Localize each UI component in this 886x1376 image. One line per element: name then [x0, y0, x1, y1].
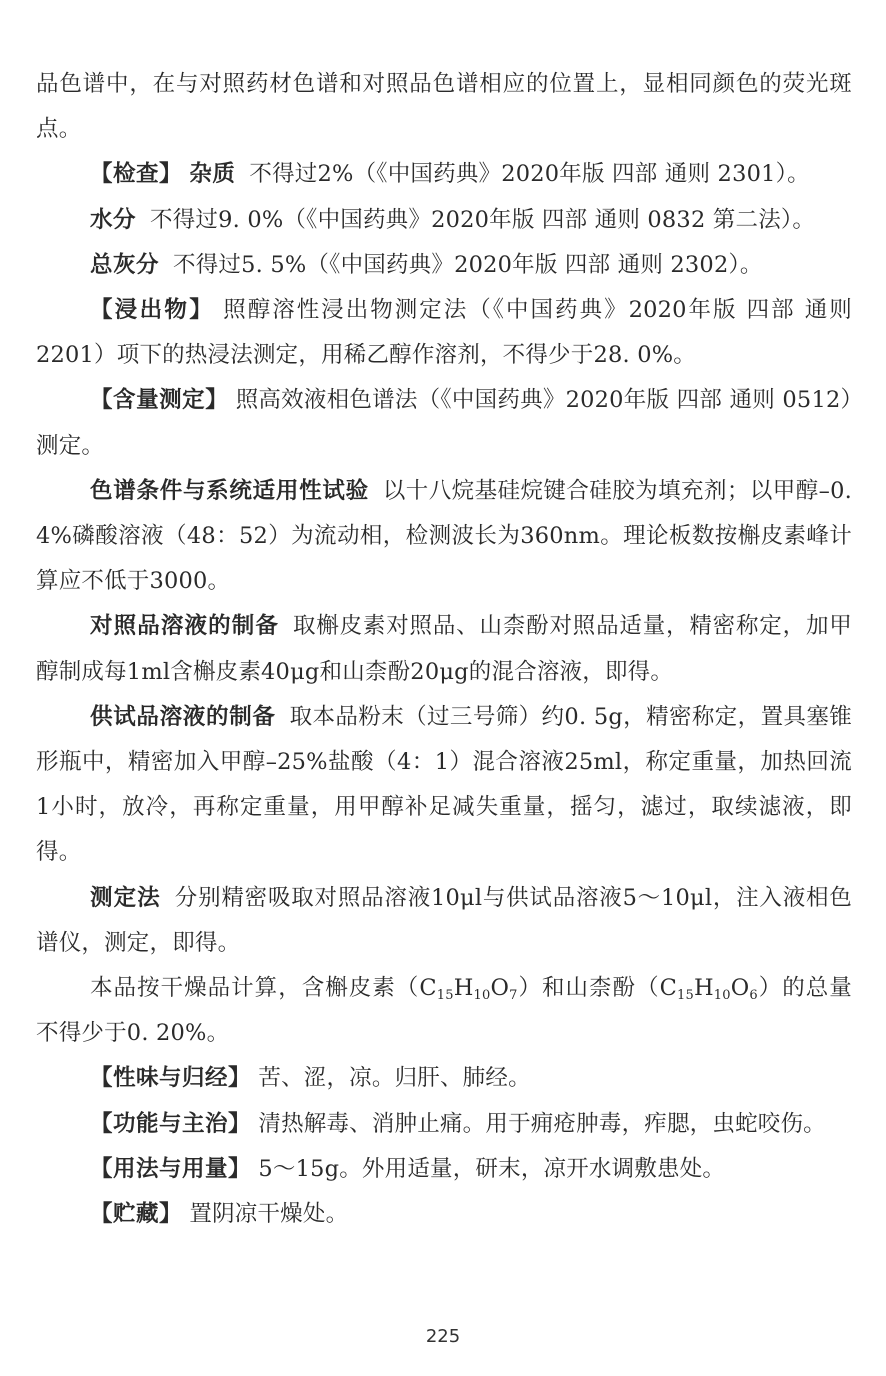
paragraph-check [36, 152, 852, 197]
formula-subscript: 10 [473, 988, 491, 1004]
method-text: 分别精密吸取对照品溶液10μl与供试品溶液5～10μl，注入液相色谱仪，测定，即得。 [36, 884, 852, 956]
formula-subscript: 10 [713, 988, 731, 1004]
content-text-2: H [453, 975, 474, 1002]
ash-heading: 总灰分 [90, 251, 160, 278]
ash-text: 不得过5. 5%（《中国药典》2020年版 四部 通则 2302）。 [173, 251, 763, 278]
paragraph-reference-solution [36, 604, 852, 694]
content-text-5: H [693, 975, 714, 1002]
check-heading: 【检查】 [90, 161, 183, 188]
page-number: 225 [425, 1326, 461, 1347]
paragraph-ash [36, 243, 852, 288]
reference-solution-heading: 对照品溶液的制备 [90, 613, 279, 640]
paragraph-method [36, 876, 852, 966]
tlc-result-text: 品色谱中，在与对照药材色谱和对照品色谱相应的位置上，显相同颜色的荧光斑点。 [36, 71, 852, 143]
storage-text: 置阴凉干燥处。 [189, 1201, 349, 1228]
sample-solution-text: 取本品粉末（过三号筛）约0. 5g，精密称定，置具塞锥形瓶中，精密加入甲醇–25%盐酸（4：1）混合溶液25ml，称定重量，加热回流1小时，放冷，再称定重量，用甲醇补足减失重量，摇匀，滤过，取续滤液，即得。 [36, 703, 852, 866]
paragraph-nature [36, 1056, 852, 1101]
paragraph-storage [36, 1192, 852, 1237]
paragraph-function [36, 1102, 852, 1147]
content-text-3: O [490, 975, 510, 1002]
usage-heading: 【用法与用量】 [90, 1155, 252, 1182]
impurity-text: 不得过2%（《中国药典》2020年版 四部 通则 2301）。 [249, 161, 810, 188]
content-text-4: ）和山柰酚（C [517, 975, 678, 1002]
formula-subscript: 15 [677, 988, 694, 1004]
formula-subscript: 6 [749, 988, 758, 1004]
reference-solution-text: 取槲皮素对照品、山柰酚对照品适量，精密称定，加甲醇制成每1ml含槲皮素40μg和山柰酚20μg的混合溶液，即得。 [36, 613, 852, 685]
formula-subscript: 7 [509, 988, 518, 1004]
paragraph-sample-solution [36, 695, 852, 876]
sample-solution-heading: 供试品溶液的制备 [90, 703, 276, 730]
formula-subscript: 15 [436, 988, 454, 1004]
storage-heading: 【贮藏】 [90, 1201, 183, 1228]
extract-heading: 【浸出物】 [90, 297, 215, 324]
paragraph-content-limit [36, 966, 852, 1056]
water-text: 不得过9. 0%（《中国药典》2020年版 四部 通则 0832 第二法）。 [150, 206, 816, 233]
paragraph-extract [36, 288, 852, 378]
method-heading: 测定法 [90, 884, 161, 911]
paragraph-chromatography [36, 469, 852, 605]
impurity-subheading: 杂质 [189, 161, 236, 188]
assay-text: 照高效液相色谱法（《中国药典》2020年版 四部 通则 0512）测定。 [36, 387, 852, 459]
chromatography-text: 以十八烷基硅烷键合硅胶为填充剂；以甲醇–0. 4%磷酸溶液（48：52）为流动相，检测波长为360nm。理论板数按槲皮素峰计算应不低于3000。 [36, 477, 852, 595]
nature-heading: 【性味与归经】 [90, 1065, 252, 1092]
paragraph-assay [36, 378, 852, 468]
water-heading: 水分 [90, 206, 137, 233]
function-text: 清热解毒、消肿止痛。用于痈疮肿毒，痄腮，虫蛇咬伤。 [258, 1110, 826, 1137]
paragraph-usage [36, 1147, 852, 1192]
assay-heading: 【含量测定】 [90, 387, 229, 414]
content-text-6: O [730, 975, 750, 1002]
extract-text: 照醇溶性浸出物测定法（《中国药典》2020年版 四部 通则 2201）项下的热浸法测定，用稀乙醇作溶剂，不得少于28. 0%。 [36, 297, 852, 369]
function-heading: 【功能与主治】 [90, 1110, 252, 1137]
content-text-7: ）的总量不得少于0. 20%。 [36, 975, 852, 1047]
paragraph-tlc-result [36, 62, 852, 152]
content-text-1: 本品按干燥品计算，含槲皮素（C [90, 975, 437, 1002]
usage-text: 5～15g。外用适量，研末，凉开水调敷患处。 [258, 1155, 726, 1182]
paragraph-water [36, 198, 852, 243]
nature-text: 苦、涩，凉。归肝、肺经。 [258, 1065, 531, 1092]
body-text [36, 62, 852, 1237]
chromatography-heading: 色谱条件与系统适用性试验 [90, 477, 369, 504]
